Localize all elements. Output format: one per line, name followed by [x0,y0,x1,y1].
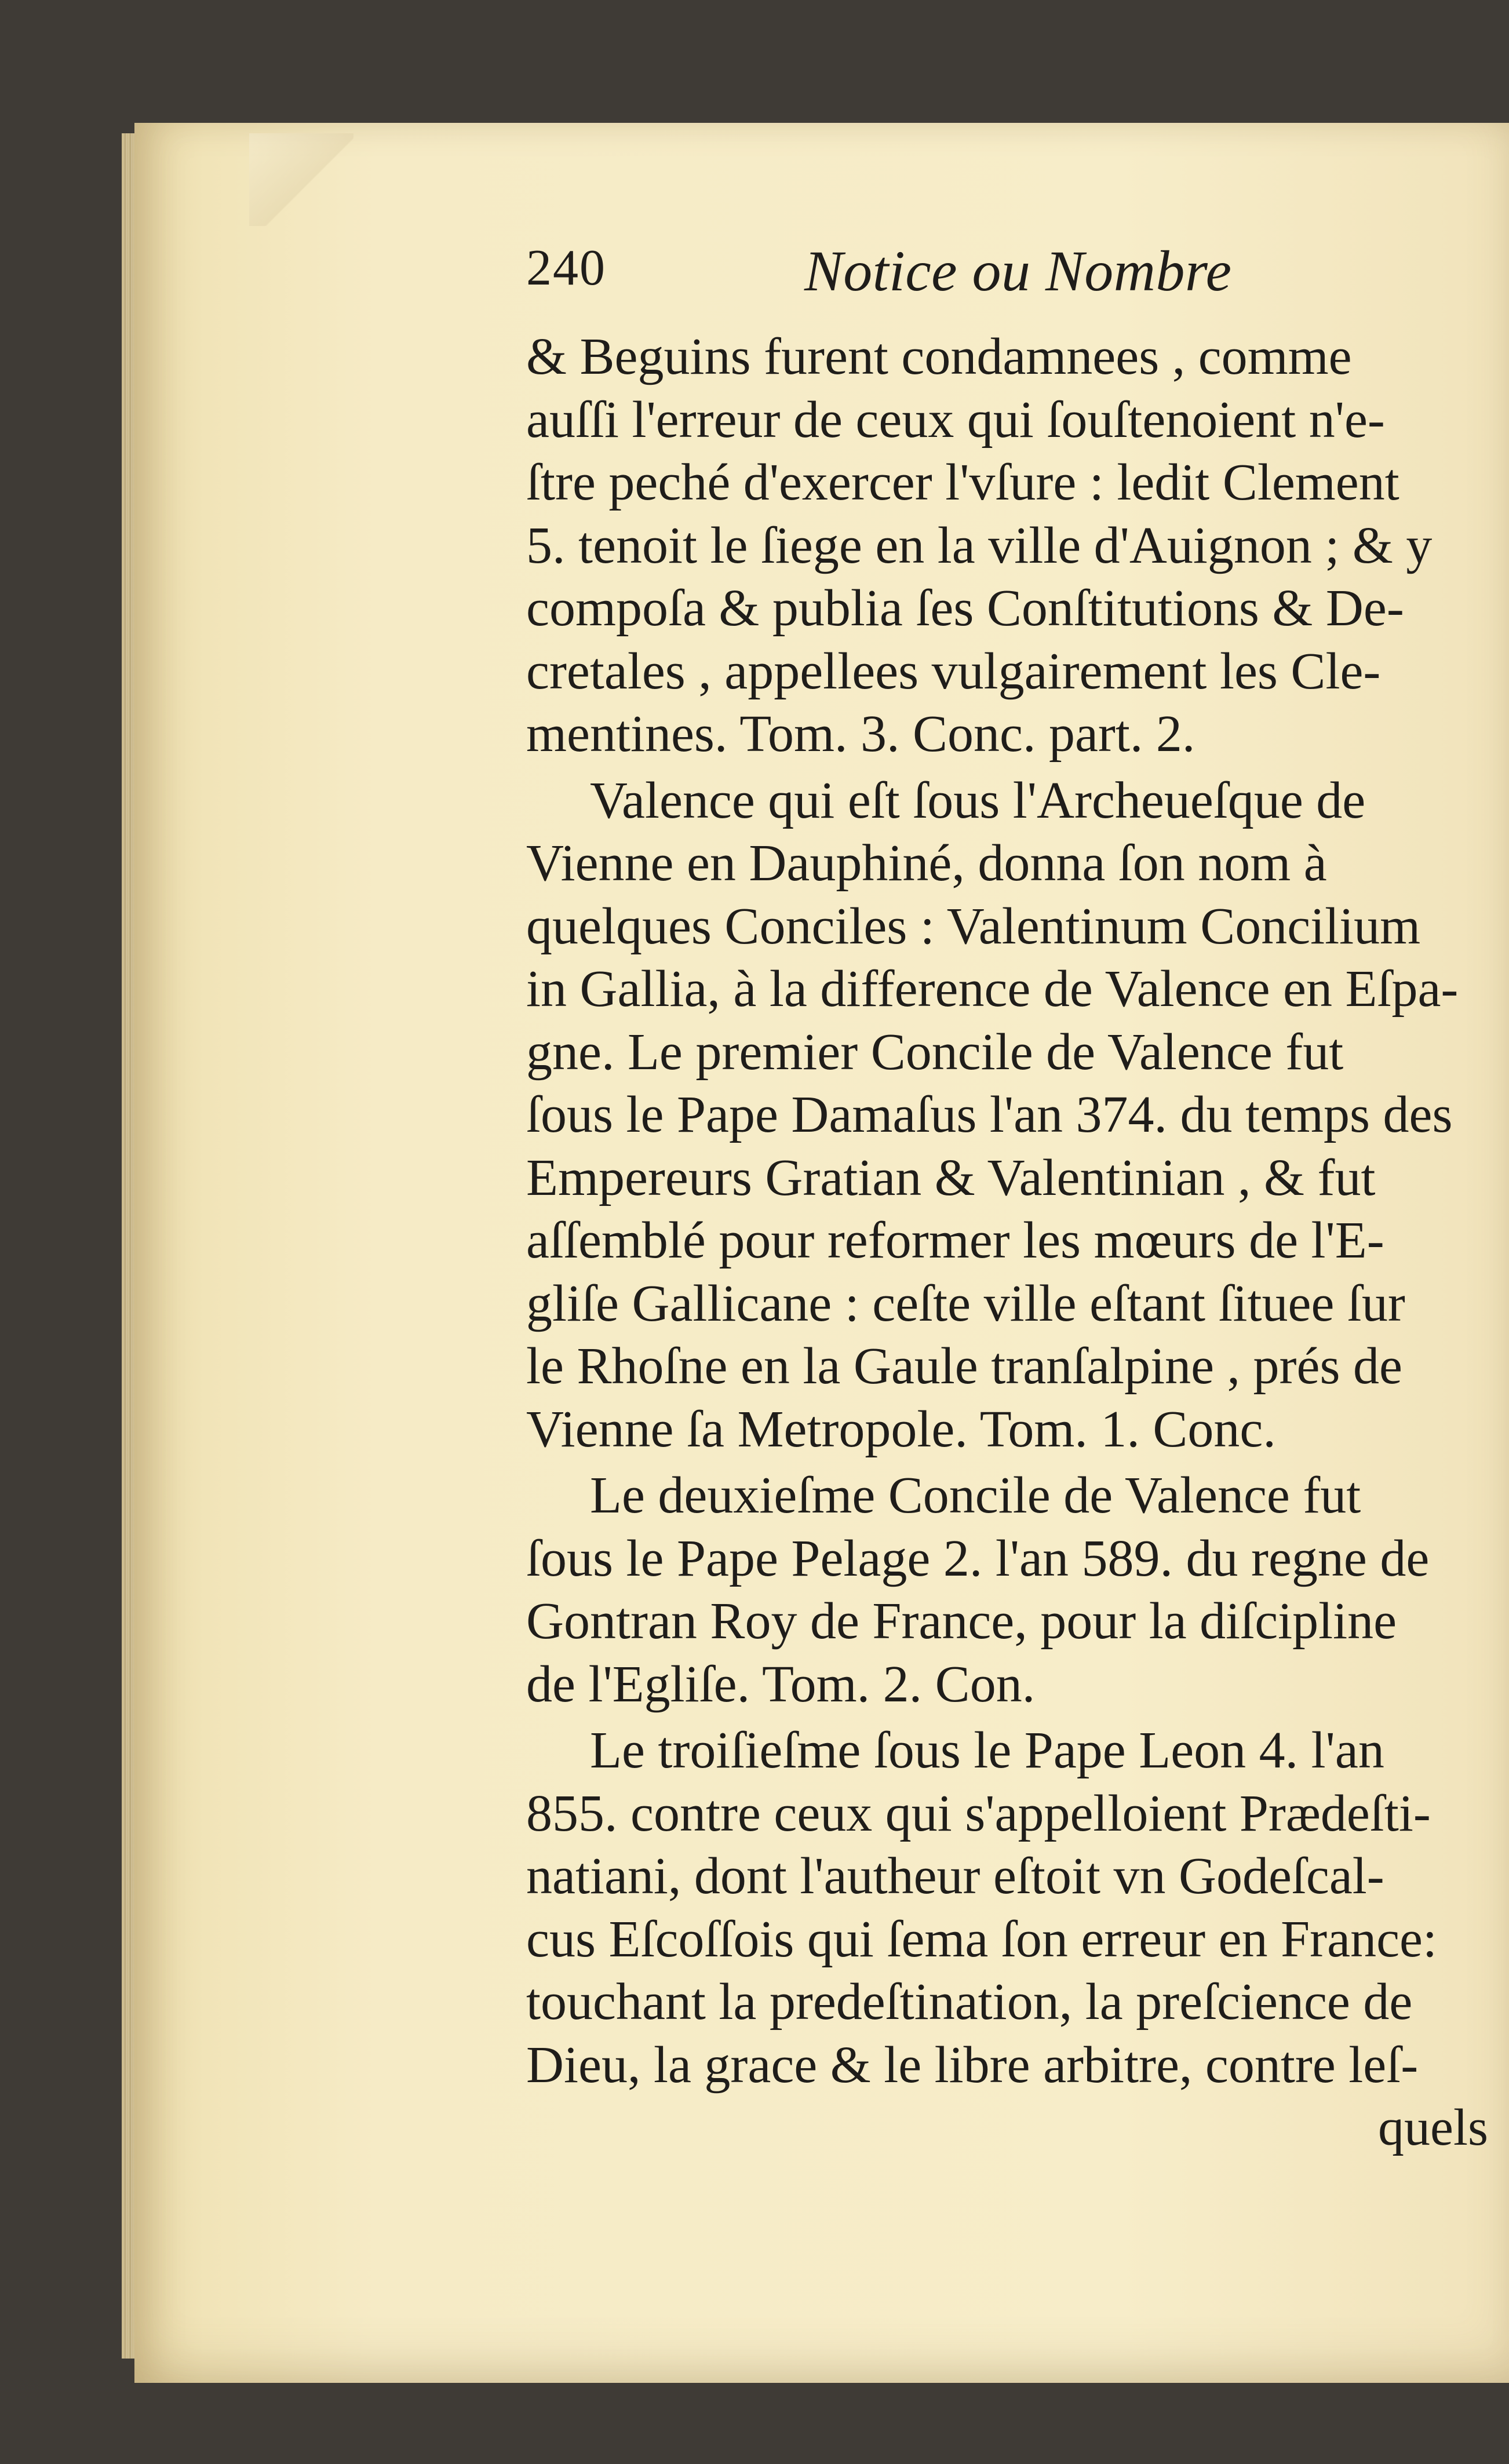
text-line: gne. Le premier Concile de Valence fut [526,1023,1344,1081]
text-line: mentines. Tom. 3. Conc. part. 2. [526,705,1195,763]
text-line: in Gallia, à la difference de Valence en Eſpa- [526,960,1459,1018]
paragraph-1 [526,326,1488,766]
text-line: Le deuxieſme Concile de Valence fut [590,1467,1361,1524]
text-line: natiani, dont l'autheur eſtoit vn Godeſcal- [526,1847,1384,1905]
text-line: cus Eſcoſſois qui ſema ſon erreur en France: [526,1910,1437,1968]
catchword: quels [1378,2099,1488,2156]
text-line: Dieu, la grace & le libre arbitre, contre leſ- [526,2036,1419,2094]
text-line: Valence qui eſt ſous l'Archeueſque de [590,771,1366,829]
text-line: le Rhoſne en la Gaule tranſalpine , prés de [526,1337,1402,1395]
text-line: compoſa & publia ſes Conſtitutions & De- [526,579,1404,637]
text-line: cretales , appellees vulgairement les Cle- [526,642,1381,700]
text-line: Gontran Roy de France, pour la diſcipline [526,1592,1397,1650]
corner-fold [249,133,353,226]
paragraph-4 [526,1719,1488,2097]
text-block [526,239,1488,2319]
text-line: Vienne ſa Metropole. Tom. 1. Conc. [526,1400,1276,1458]
text-line: auſſi l'erreur de ceux qui ſouſtenoient n'e- [526,391,1385,449]
text-line: 855. contre ceux qui s'appelloient Prædeſti- [526,1784,1431,1842]
text-line: quelques Conciles : Valentinum Concilium [526,897,1421,955]
text-line: ſous le Pape Damaſus l'an 374. du temps des [526,1086,1453,1143]
text-line: Vienne en Dauphiné, donna ſon nom à [526,834,1327,892]
text-line: aſſemblé pour reformer les mœurs de l'E- [526,1212,1384,1269]
text-line: de l'Egliſe. Tom. 2. Con. [526,1655,1036,1713]
running-title: Notice ou Nombre [804,239,1232,303]
text-line: ſtre peché d'exercer l'vſure : ledit Clement [526,454,1399,511]
page-header [526,239,1488,326]
paragraph-3 [526,1464,1488,1716]
text-line: ſous le Pape Pelage 2. l'an 589. du regne de [526,1529,1430,1587]
text-line: gliſe Gallicane : ceſte ville eſtant ſituee ſur [526,1274,1405,1332]
text-line: Empereurs Gratian & Valentinian , & fut [526,1149,1376,1207]
paragraph-2 [526,770,1488,1461]
text-line: touchant la predeſtination, la preſcience de [526,1973,1413,2031]
text-line: 5. tenoit le ſiege en la ville d'Auignon ; & y [526,516,1433,574]
text-line: & Beguins furent condamnees , comme [526,328,1352,385]
text-line: Le troiſieſme ſous le Pape Leon 4. l'an [590,1722,1384,1779]
page-number: 240 [526,240,606,296]
